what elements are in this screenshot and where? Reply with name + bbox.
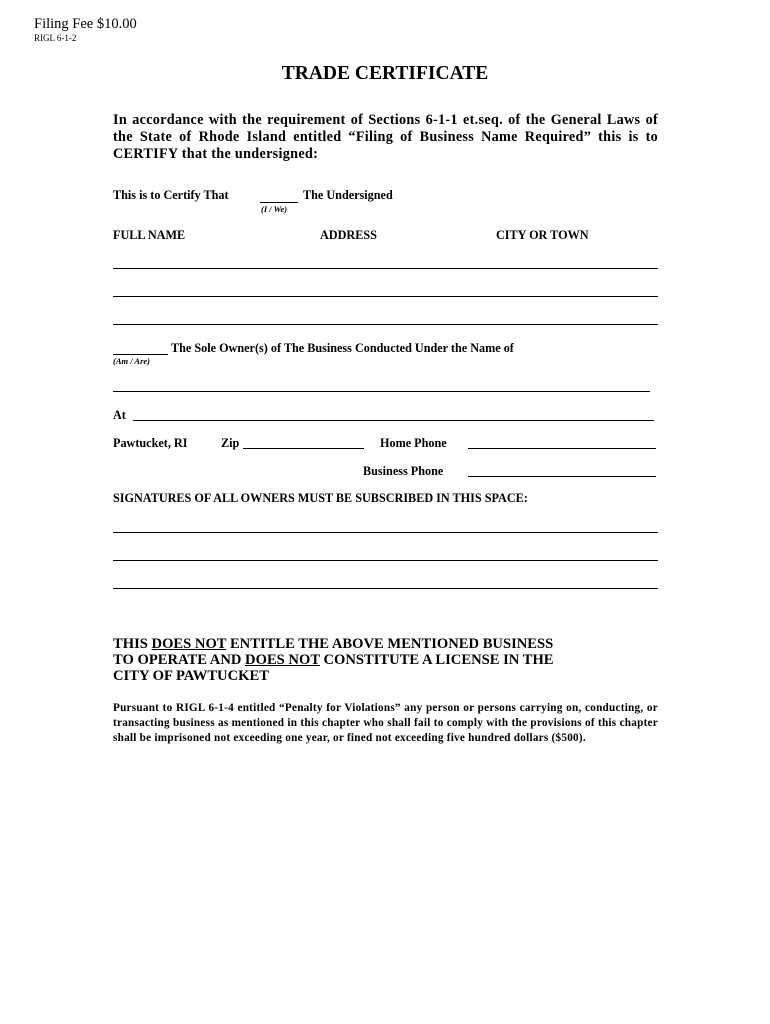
am-are-blank[interactable] bbox=[113, 354, 168, 355]
penalty-paragraph: Pursuant to RIGL 6-1-4 entitled “Penalty for Violations” any person or persons carrying on, conducting, or transacting business as mentioned in this chapter who shall fail to comply with the provisions of this chapter shall be imprisoned not exceeding one year, or fined not exceeding five hundred dollars ($500). bbox=[113, 702, 658, 744]
home-phone-label: Home Phone bbox=[380, 436, 447, 450]
notice-line-3: CITY OF PAWTUCKET bbox=[113, 668, 269, 684]
document-title: TRADE CERTIFICATE bbox=[281, 63, 489, 84]
owner-line-3[interactable] bbox=[113, 324, 658, 325]
full-name-header: FULL NAME bbox=[113, 228, 186, 242]
business-name-line[interactable] bbox=[113, 391, 650, 392]
certify-suffix: The Undersigned bbox=[303, 188, 393, 202]
sole-owner-text: The Sole Owner(s) of The Business Conducted Under the Name of bbox=[171, 341, 514, 355]
signature-line-2[interactable] bbox=[113, 560, 658, 561]
city-state: Pawtucket, RI bbox=[113, 436, 188, 450]
signature-line-3[interactable] bbox=[113, 588, 658, 589]
business-address-line[interactable] bbox=[133, 420, 654, 421]
certify-prefix: This is to Certify That bbox=[113, 188, 229, 202]
i-we-blank[interactable] bbox=[260, 202, 298, 203]
notice-line-1: THIS DOES NOT ENTITLE THE ABOVE MENTIONED BUSINESS bbox=[113, 636, 554, 652]
owner-line-1[interactable] bbox=[113, 268, 658, 269]
i-we-hint: (I / We) bbox=[261, 204, 288, 214]
signature-line-1[interactable] bbox=[113, 532, 658, 533]
at-label: At bbox=[113, 408, 126, 422]
address-header: ADDRESS bbox=[320, 228, 377, 242]
intro-paragraph: In accordance with the requirement of Sections 6-1-1 et.seq. of the General Laws of the State of Rhode Island entitled “Filing of Business Name Required” this is to CERTIFY that the undersigned: bbox=[113, 112, 658, 162]
city-header: CITY OR TOWN bbox=[496, 228, 589, 242]
notice-line-2: TO OPERATE AND DOES NOT CONSTITUTE A LICENSE IN THE bbox=[113, 652, 554, 668]
signatures-heading: SIGNATURES OF ALL OWNERS MUST BE SUBSCRIBED IN THIS SPACE: bbox=[113, 491, 528, 505]
business-phone-field[interactable] bbox=[468, 476, 656, 477]
owner-line-2[interactable] bbox=[113, 296, 658, 297]
zip-label: Zip bbox=[221, 436, 240, 450]
zip-field[interactable] bbox=[243, 448, 364, 449]
filing-fee: Filing Fee $10.00 bbox=[34, 16, 137, 32]
business-phone-label: Business Phone bbox=[363, 464, 444, 478]
am-are-hint: (Am / Are) bbox=[113, 356, 150, 366]
rigl-reference: RIGL 6-1-2 bbox=[34, 33, 77, 43]
home-phone-field[interactable] bbox=[468, 448, 656, 449]
